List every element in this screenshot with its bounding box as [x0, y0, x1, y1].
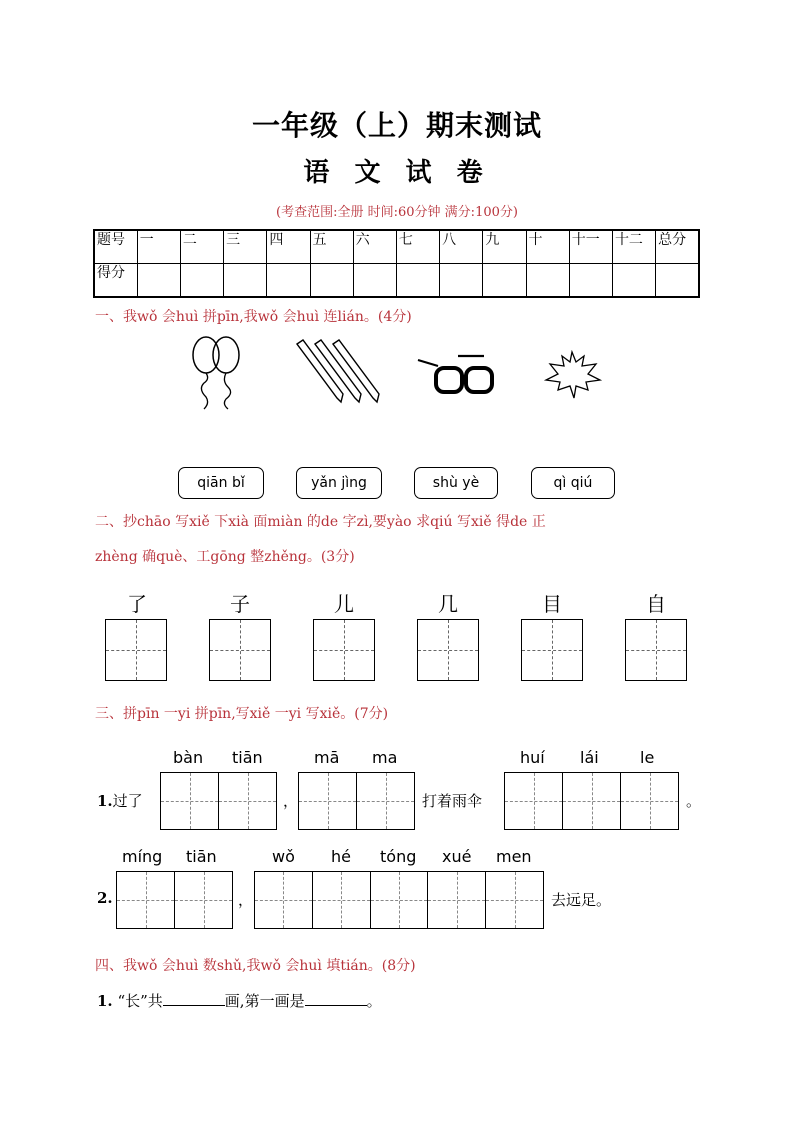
score-header-cell: 七: [396, 230, 439, 264]
copy-character: 自: [646, 592, 666, 616]
grid-cell[interactable]: [219, 773, 276, 829]
answer-blank[interactable]: [163, 991, 225, 1006]
score-cell[interactable]: [310, 264, 353, 298]
question-end: 去远足。: [551, 891, 612, 909]
pinyin-option[interactable]: qiān bǐ: [178, 467, 264, 499]
grid-cell[interactable]: [486, 872, 543, 928]
pinyin-label: tiān: [232, 748, 263, 767]
answer-grid[interactable]: [160, 772, 277, 830]
answer-blank[interactable]: [305, 991, 367, 1006]
writing-box[interactable]: [417, 619, 479, 681]
pinyin-option[interactable]: shù yè: [414, 467, 498, 499]
score-cell[interactable]: [353, 264, 396, 298]
balloon-icon: [186, 333, 246, 415]
question-number: 1.: [97, 992, 113, 1010]
writing-box[interactable]: [105, 619, 167, 681]
pinyin-label: hé: [331, 847, 351, 866]
score-cell[interactable]: [656, 264, 699, 298]
grid-cell[interactable]: [505, 773, 563, 829]
score-row-label: 得分: [94, 264, 137, 298]
question-text: “长”共: [117, 992, 163, 1010]
question-text: 画,第一画是: [224, 992, 305, 1010]
section1-heading: 一、我wǒ 会huì 拼pīn,我wǒ 会huì 连lián。(4分): [95, 309, 412, 325]
writing-box[interactable]: [521, 619, 583, 681]
score-cell[interactable]: [224, 264, 267, 298]
grid-cell[interactable]: [357, 773, 414, 829]
pinyin-label: ma: [372, 748, 398, 767]
score-cell[interactable]: [180, 264, 223, 298]
section3-heading: 三、拼pīn 一yi 拼pīn,写xiě 一yi 写xiě。(7分): [95, 706, 389, 722]
score-header-cell: 四: [267, 230, 310, 264]
score-header-cell: 三: [224, 230, 267, 264]
score-header-cell: 一: [137, 230, 180, 264]
writing-box[interactable]: [313, 619, 375, 681]
copy-character: 几: [438, 592, 458, 616]
question-1-prefix: [97, 790, 143, 811]
writing-box[interactable]: [209, 619, 271, 681]
grid-cell[interactable]: [313, 872, 371, 928]
score-cell[interactable]: [396, 264, 439, 298]
grid-cell[interactable]: [621, 773, 678, 829]
question-text: 。: [366, 992, 382, 1010]
answer-grid[interactable]: [298, 772, 415, 830]
answer-grid[interactable]: [254, 871, 544, 929]
score-header-cell: 二: [180, 230, 223, 264]
pinyin-label: mā: [314, 748, 340, 767]
score-cell[interactable]: [569, 264, 612, 298]
score-header-cell: 总分: [656, 230, 699, 264]
page-title: 一年级（上）期末测试: [251, 109, 542, 142]
comma: ，: [283, 792, 299, 810]
grid-cell[interactable]: [563, 773, 621, 829]
grid-cell[interactable]: [117, 872, 175, 928]
section2-heading-line1: 二、抄chāo 写xiě 下xià 面miàn 的de 字zì,要yào 求qiú 写xiě 得de 正: [95, 514, 546, 530]
score-header-cell: 五: [310, 230, 353, 264]
pinyin-label: tóng: [380, 847, 417, 866]
score-header-cell: 十二: [612, 230, 655, 264]
score-table: [93, 229, 700, 298]
copy-character: 了: [127, 592, 147, 616]
glasses-icon: [414, 352, 496, 396]
score-cell[interactable]: [483, 264, 526, 298]
leaf-icon: [542, 350, 604, 400]
question-text: 过了: [112, 792, 143, 810]
pinyin-label: huí: [520, 748, 545, 767]
pinyin-label: wǒ: [272, 847, 295, 866]
grid-cell[interactable]: [175, 872, 232, 928]
copy-character: 目: [542, 592, 562, 616]
score-cell[interactable]: [526, 264, 569, 298]
pinyin-label: men: [496, 847, 532, 866]
grid-cell[interactable]: [371, 872, 429, 928]
pinyin-label: le: [640, 748, 655, 767]
pencil-icon: [293, 338, 383, 406]
score-header-cell: 八: [440, 230, 483, 264]
question-text: 打着雨伞: [422, 792, 483, 810]
grid-cell[interactable]: [428, 872, 486, 928]
pinyin-label: lái: [580, 748, 599, 767]
pinyin-label: míng: [122, 847, 163, 866]
copy-character: 儿: [334, 592, 354, 616]
question-number: 2.: [97, 889, 113, 907]
score-table-header-row: [94, 230, 699, 264]
section4-heading: 四、我wǒ 会huì 数shǔ,我wǒ 会huì 填tián。(8分): [95, 958, 416, 974]
answer-grid[interactable]: [504, 772, 679, 830]
pinyin-option[interactable]: qì qiú: [531, 467, 615, 499]
score-header-cell: 十: [526, 230, 569, 264]
score-cell[interactable]: [612, 264, 655, 298]
score-header-cell: 九: [483, 230, 526, 264]
question-end: 。: [686, 792, 702, 810]
pinyin-option[interactable]: yǎn jìng: [296, 467, 382, 499]
copy-character: 子: [230, 592, 250, 616]
pinyin-label: xué: [442, 847, 472, 866]
pinyin-label: bàn: [173, 748, 204, 767]
score-header-cell: 题号: [94, 230, 137, 264]
question-number: 1.: [97, 792, 113, 810]
pinyin-label: tiān: [186, 847, 217, 866]
score-header-cell: 十一: [569, 230, 612, 264]
score-header-cell: 六: [353, 230, 396, 264]
score-cell[interactable]: [137, 264, 180, 298]
score-cell[interactable]: [267, 264, 310, 298]
score-cell[interactable]: [440, 264, 483, 298]
score-table-score-row: [94, 264, 699, 298]
exam-info: (考查范围:全册 时间:60分钟 满分:100分): [276, 205, 518, 220]
grid-cell[interactable]: [299, 773, 357, 829]
section2-heading-line2: zhèng 确què、工gōng 整zhěng。(3分): [95, 549, 355, 565]
comma: ，: [238, 891, 254, 909]
answer-grid[interactable]: [116, 871, 233, 929]
grid-cell[interactable]: [161, 773, 219, 829]
question-1: [97, 990, 382, 1011]
writing-box[interactable]: [625, 619, 687, 681]
page-subtitle: 语 文 试 卷: [303, 158, 491, 188]
grid-cell[interactable]: [255, 872, 313, 928]
